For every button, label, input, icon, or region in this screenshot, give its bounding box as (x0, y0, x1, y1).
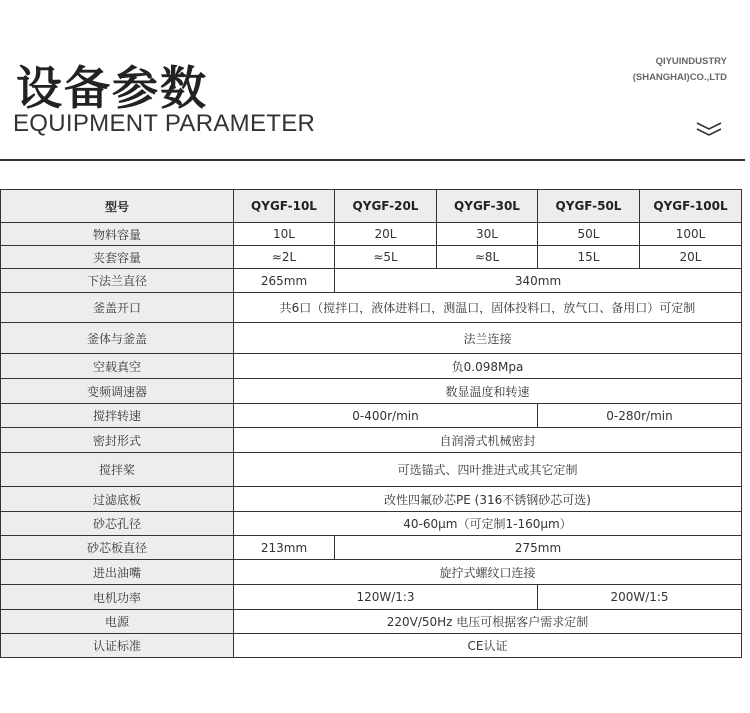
table-cell: 旋拧式螺纹口连接 (234, 560, 742, 585)
table-row (1, 453, 742, 487)
row-label: 搅拌转速 (1, 404, 234, 428)
table-header-row (1, 190, 742, 223)
table-cell: 200W/1:5 (538, 585, 742, 610)
table-cell: 213mm (234, 536, 335, 560)
table-row (1, 246, 742, 269)
table-cell: 负0.098Mpa (234, 354, 742, 379)
table-row (1, 354, 742, 379)
company-name-line1: QIYUINDUSTRY (655, 56, 727, 67)
row-label: 密封形式 (1, 428, 234, 453)
table-row (1, 560, 742, 585)
row-label: 过滤底板 (1, 487, 234, 512)
table-cell: 20L (335, 223, 437, 246)
table-cell: 数显温度和转速 (234, 379, 742, 404)
table-cell: 50L (538, 223, 640, 246)
table-cell: 30L (437, 223, 538, 246)
table-row (1, 269, 742, 293)
table-cell: 220V/50Hz 电压可根据客户需求定制 (234, 610, 742, 634)
company-name-line2: (SHANGHAI)CO.,LTD (632, 72, 727, 83)
model-header: QYGF-30L (437, 190, 538, 223)
row-label: 电源 (1, 610, 234, 634)
table-row (1, 610, 742, 634)
row-label: 物料容量 (1, 223, 234, 246)
table-cell: 20L (640, 246, 742, 269)
table-row (1, 634, 742, 658)
table-cell: 120W/1:3 (234, 585, 538, 610)
row-label: 砂芯孔径 (1, 512, 234, 536)
table-cell: 100L (640, 223, 742, 246)
table-cell: 可选锚式、四叶推进式或其它定制 (234, 453, 742, 487)
table-row (1, 223, 742, 246)
row-label: 夹套容量 (1, 246, 234, 269)
table-row (1, 536, 742, 560)
table-cell: 15L (538, 246, 640, 269)
table-cell: 265mm (234, 269, 335, 293)
table-cell: 40-60μm（可定制1-160μm） (234, 512, 742, 536)
table-row (1, 585, 742, 610)
row-label: 空载真空 (1, 354, 234, 379)
table-row (1, 428, 742, 453)
model-header: QYGF-20L (335, 190, 437, 223)
table-cell: 275mm (335, 536, 742, 560)
model-header: QYGF-10L (234, 190, 335, 223)
table-cell: ≈8L (437, 246, 538, 269)
table-cell: 0-400r/min (234, 404, 538, 428)
row-label: 进出油嘴 (1, 560, 234, 585)
parameter-table (0, 189, 742, 658)
table-cell: ≈2L (234, 246, 335, 269)
row-label: 釜体与釜盖 (1, 323, 234, 354)
row-label: 下法兰直径 (1, 269, 234, 293)
row-label: 变频调速器 (1, 379, 234, 404)
table-cell: 共6口（搅拌口，液体进料口，测温口，固体投料口，放气口、备用口）可定制 (234, 293, 742, 323)
double-chevron-down-icon (696, 121, 722, 137)
model-header: QYGF-100L (640, 190, 742, 223)
table-cell: CE认证 (234, 634, 742, 658)
row-label: 电机功率 (1, 585, 234, 610)
table-cell: 改性四氟砂芯PE (316不锈钢砂芯可选) (234, 487, 742, 512)
table-row (1, 323, 742, 354)
header-divider (0, 159, 745, 161)
row-label: 搅拌桨 (1, 453, 234, 487)
row-label: 釜盖开口 (1, 293, 234, 323)
row-label: 认证标准 (1, 634, 234, 658)
table-row (1, 487, 742, 512)
table-row (1, 293, 742, 323)
table-cell: 0-280r/min (538, 404, 742, 428)
table-cell: 10L (234, 223, 335, 246)
page-title-en: EQUIPMENT PARAMETER (13, 110, 316, 137)
company-name (633, 54, 727, 86)
row-label: 砂芯板直径 (1, 536, 234, 560)
table-row (1, 512, 742, 536)
table-cell: ≈5L (335, 246, 437, 269)
table-row (1, 379, 742, 404)
table-row (1, 404, 742, 428)
table-cell: 340mm (335, 269, 742, 293)
page-title-cn: 设备参数 (16, 61, 208, 115)
table-cell: 自润滑式机械密封 (234, 428, 742, 453)
model-header: QYGF-50L (538, 190, 640, 223)
model-header-label: 型号 (1, 190, 234, 223)
table-cell: 法兰连接 (234, 323, 742, 354)
